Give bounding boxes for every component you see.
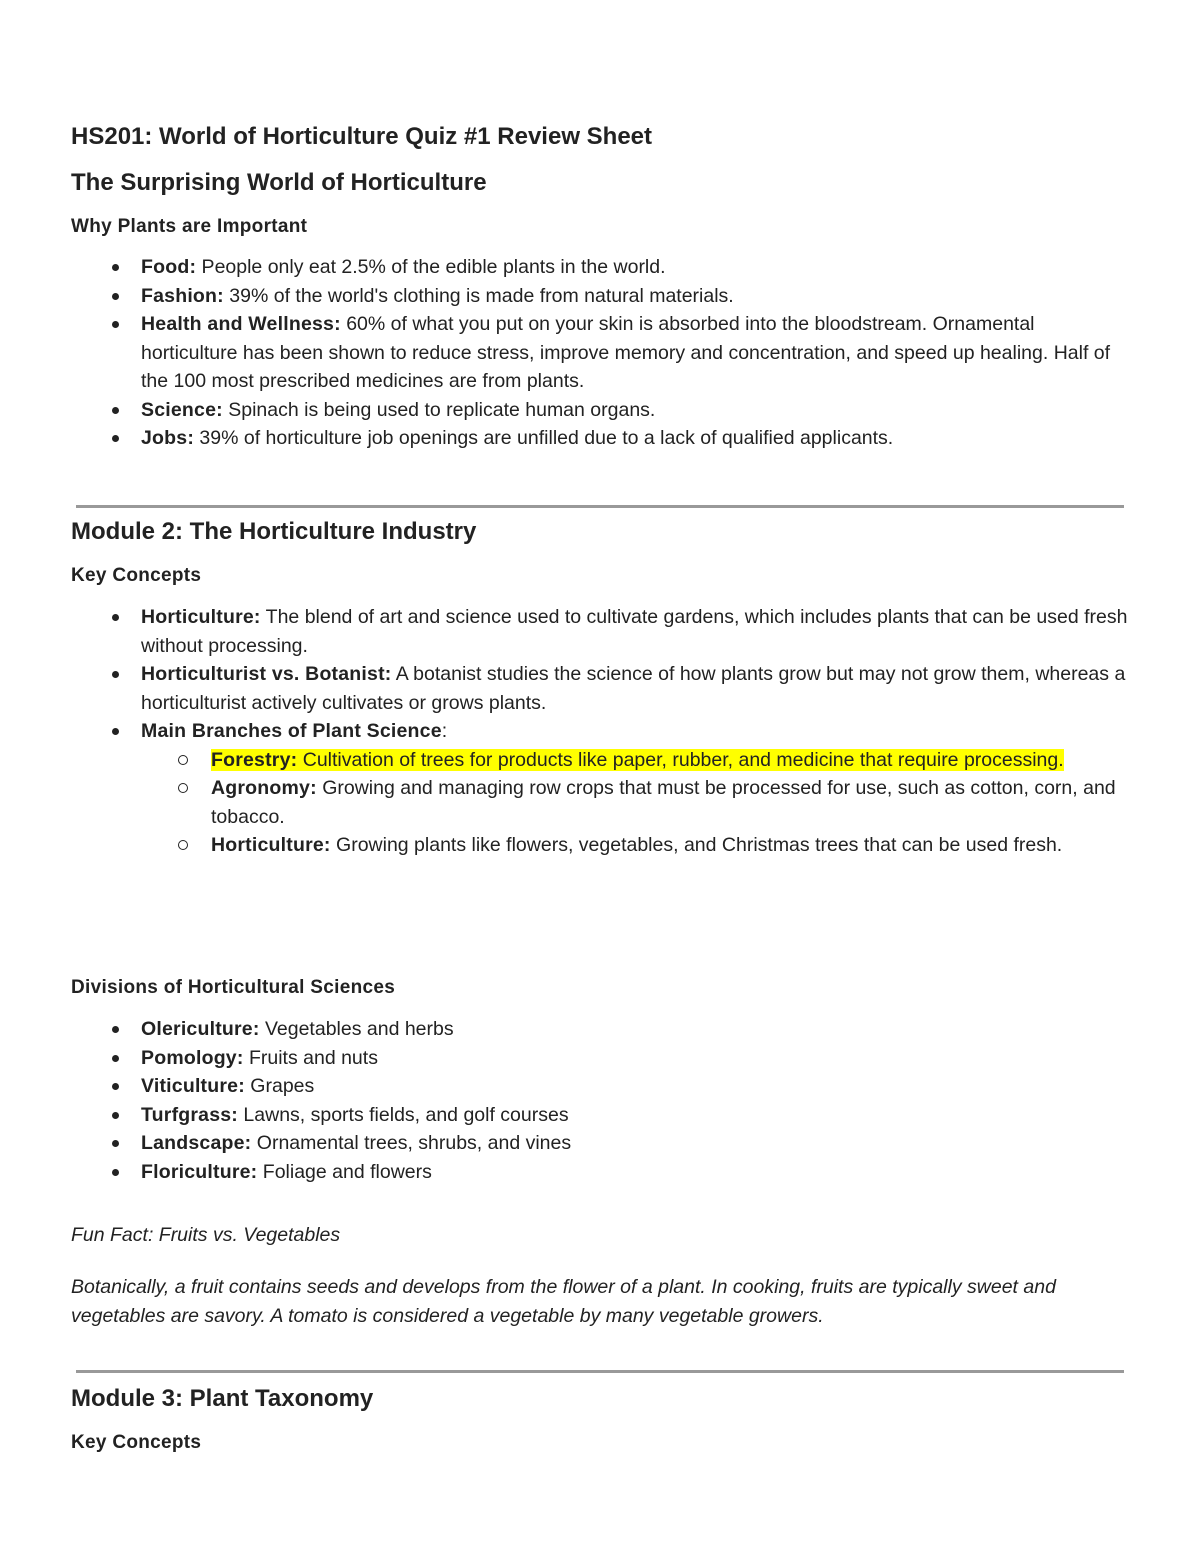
module3-key-concepts: Key Concepts <box>71 1432 202 1453</box>
list-item: Pomology: Fruits and nuts <box>71 1044 1131 1073</box>
fun-fact-title: Fun Fact: Fruits vs. Vegetables <box>71 1224 341 1246</box>
module2-heading: Module 2: The Horticulture Industry <box>71 518 477 545</box>
section-divider <box>76 1370 1124 1373</box>
list-item: Floriculture: Foliage and flowers <box>71 1158 1131 1187</box>
why-plants-list <box>71 253 1131 453</box>
fun-fact-text: Botanically, a fruit contains seeds and develops from the flower of a plant. In cooking, fruits are typically sweet and vegetables are savory. A tomato is considered a vegetable by many vegetable growers. <box>71 1276 1056 1327</box>
module2-concepts-list <box>71 603 1131 860</box>
divisions-heading: Divisions of Horticultural Sciences <box>71 977 396 998</box>
document-title: HS201: World of Horticulture Quiz #1 Review Sheet <box>71 123 653 150</box>
list-item: Science: Spinach is being used to replicate human organs. <box>71 396 1131 425</box>
list-item: Viticulture: Grapes <box>71 1072 1131 1101</box>
module3-heading: Module 3: Plant Taxonomy <box>71 1385 374 1412</box>
why-plants-subheading: Why Plants are Important <box>71 216 308 237</box>
list-item: Main Branches of Plant Science: Forestry: Cultivation of trees for products like paper, rubber, and medicine that require processing. Agronomy: Growing and managing row crops that must be processed for use, such as cotton, corn, and tobacco. Horticulture: Growing plants like flowers, vegetables, and Christmas trees that can be used fresh. <box>71 717 1131 860</box>
list-item: Horticulture: Growing plants like flowers, vegetables, and Christmas trees that can be used fresh. <box>141 831 1131 860</box>
list-item: Health and Wellness: 60% of what you put on your skin is absorbed into the bloodstream. Ornamental horticulture has been shown to reduce stress, improve memory and concentration, and speed up healing. Half of the 100 most prescribed medicines are from plants. <box>71 310 1131 396</box>
list-item: Olericulture: Vegetables and herbs <box>71 1015 1131 1044</box>
list-item: Jobs: 39% of horticulture job openings are unfilled due to a lack of qualified applicants. <box>71 424 1131 453</box>
divisions-list <box>71 1015 1131 1186</box>
list-item: Landscape: Ornamental trees, shrubs, and vines <box>71 1129 1131 1158</box>
list-item <box>141 746 1131 775</box>
list-item: Food: People only eat 2.5% of the edible plants in the world. <box>71 253 1131 282</box>
intro-heading: The Surprising World of Horticulture <box>71 169 487 196</box>
list-item: Horticulture: The blend of art and science used to cultivate gardens, which includes plants that can be used fresh without processing. <box>71 603 1131 660</box>
section-divider <box>76 505 1124 508</box>
list-item: Turfgrass: Lawns, sports fields, and golf courses <box>71 1101 1131 1130</box>
list-item: Fashion: 39% of the world's clothing is made from natural materials. <box>71 282 1131 311</box>
list-item: Horticulturist vs. Botanist: A botanist studies the science of how plants grow but may not grow them, whereas a horticulturist actively cultivates or grows plants. <box>71 660 1131 717</box>
list-item: Agronomy: Growing and managing row crops that must be processed for use, such as cotton, corn, and tobacco. <box>141 774 1131 831</box>
module2-key-concepts: Key Concepts <box>71 565 202 586</box>
highlighted-text: Forestry: Cultivation of trees for products like paper, rubber, and medicine that require processing. <box>211 748 1064 771</box>
branches-list <box>141 746 1131 860</box>
